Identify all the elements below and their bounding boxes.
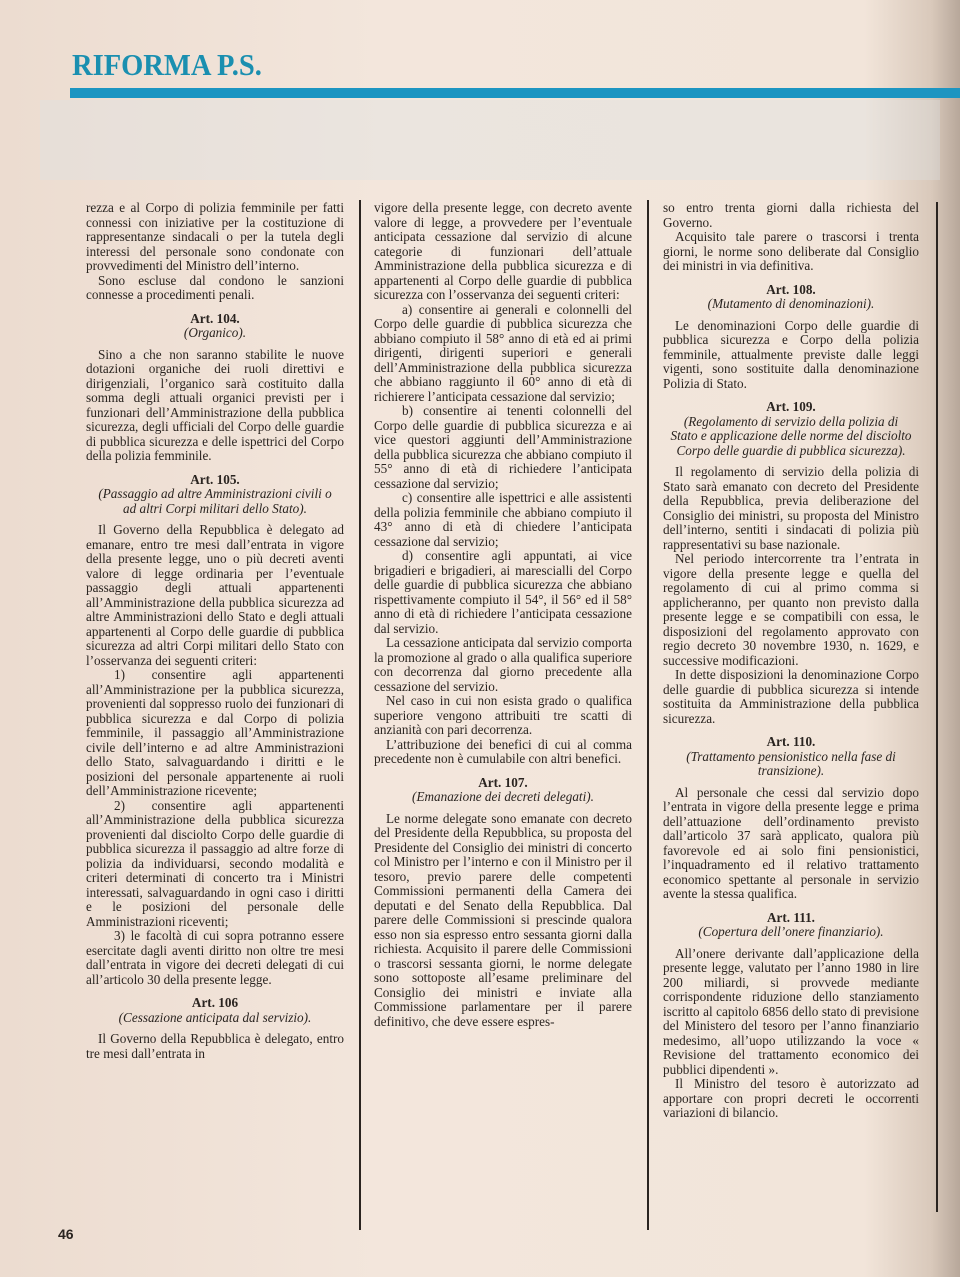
article-subtitle: (Copertura dell’onere finanziario). [698, 924, 884, 939]
paragraph: L’attribuzione dei benefici di cui al comma precedente non è cumulabile con altri benefici. [374, 736, 632, 766]
article-heading: Art. 107. [478, 774, 528, 790]
paragraph: Nel periodo intercorrente tra l’entrata in vigore della presente legge e quella del regolamento di cui al primo comma si applicheranno, per quanto non previsto dalla presente legge e se compatibili con essa, le disposizioni del regolamento approvato con regio decreto 30 novembre 1930, n. 1629, e successive modificazioni. [663, 551, 919, 668]
text-column-3 [663, 201, 919, 1121]
text-column-1 [86, 201, 344, 1061]
article-subtitle: (Trattamento pensionistico nella fase di transizione). [686, 748, 896, 778]
header-rule [70, 88, 960, 98]
article-heading: Art. 111. [767, 909, 815, 925]
paragraph: La cessazione anticipata dal servizio comporta la promozione al grado o alla qualifica superiore con decorrenza dal giorno precedente alla cessazione del servizio. [374, 635, 632, 694]
show-through-shadow [40, 100, 940, 180]
list-item: b) consentire ai tenenti colonnelli del Corpo delle guardie di pubblica sicurezza e ai vice questori aggiunti dell’Amministrazione della pubblica sicurezza che abbiano compiuto il 55° anno di età di richiedere l’anticipata cessazione dal servizio; [374, 403, 632, 491]
article-heading: Art. 109. [766, 399, 816, 414]
paragraph: Sino a che non saranno stabilite le nuove dotazioni organiche dei ruoli direttivi e dirigenziali, l’organico sarà costituito dalla somma degli attuali organici previsti per i funzionari dell’Amministrazione della pubblica sicurezza, degli ufficiali del Corpo delle guardie di pubblica sicurezza e delle ispettrici del Corpo della polizia femminile. [86, 346, 344, 463]
article-heading: Art. 106 [191, 995, 239, 1010]
text-column-2 [374, 201, 632, 1029]
paragraph: All’onere derivante dall’applicazione della presente legge, valutato per l’anno 1980 in lire 200 miliardi, si provvede mediante corrispondente riduzione dello stanziamento iscritto al capitolo 6856 dello stato di previsione del Ministero del tesoro per l’anno finanziario medesimo, all’uopo utilizzando la voce « Revisione del trattamento economico dei pubblici dipendenti ». [663, 945, 919, 1077]
column-divider [647, 200, 649, 1230]
column-divider [936, 202, 938, 1212]
paragraph: Le norme delegate sono emanate con decreto del Presidente della Repubblica, su proposta del Presidente del Consiglio dei ministri di concerto col Ministro per l’interno e con il Ministro per il tesoro, previo parere delle competenti Commissioni permanenti della Camera dei deputati e del Senato della Repubblica. Dal parere delle Commissioni si prescinde qualora esso non sia espresso entro sessanta giorni dalla richiesta. Acquisito il parere delle Commissioni o trascorsi sessanta giorni, le norme delegate sono sottoposte all’esame preliminare del Consiglio dei ministri e inviate alla Commissione parlamentare per il parere definitivo, che deve essere espres- [374, 810, 632, 1029]
paragraph: Sono escluse dal condono le sanzioni connesse a procedimenti penali. [86, 272, 344, 302]
paragraph: Nel caso in cui non esista grado o qualifica superiore vengono attribuiti tre scatti di anzianità con pari decorrenza. [374, 693, 632, 737]
paragraph: In dette disposizioni la denominazione Corpo delle guardie di pubblica sicurezza si intende sostituita da Amministrazione della pubblica sicurezza. [663, 667, 919, 726]
list-item: 3) le facoltà di cui sopra potranno essere esercitate dagli aventi diritto non oltre tre mesi dall’entrata in vigore dei decreti delegati di cui all’articolo 30 della presente legge. [86, 928, 344, 987]
article-heading: Art. 110. [766, 734, 816, 749]
list-item: d) consentire agli appuntati, ai vice brigadieri e brigadieri, ai marescialli del Corpo delle guardie di pubblica sicurezza che abbiano rispettivamente compiuto il 54°, il 56° ed il 58° anno di età di richiedere l’anticipata cessazione dal servizio. [374, 548, 632, 636]
list-item: a) consentire ai generali e colonnelli del Corpo delle guardie di pubblica sicurezza che abbiano compiuto il 58° anno di età ed ai primi dirigenti, dirigenti superiori e generali dell’Amministrazione della pubblica sicurezza che abbiano raggiunto il 60° anno di età di richierere l’anticipata cessazione dal servizio; [374, 301, 632, 404]
article-subtitle: (Passaggio ad altre Amministrazioni civili o ad altri Corpi militari dello Stato). [98, 486, 332, 516]
paragraph: Al personale che cessi dal servizio dopo l’entrata in vigore della presente legge e prima dell’attuazione dell’ordinamento previsto dall’articolo 37 sarà applicato, qualora più favorevole ed ai solo fini pensionistici, l’inquadramento ed il relativo trattamento economico spettante al personale in servizio avente la stessa qualifica. [663, 784, 919, 901]
paragraph: so entro trenta giorni dalla richiesta del Governo. [663, 200, 919, 230]
paragraph: Il regolamento di servizio della polizia di Stato sarà emanato con decreto del Presidente della Repubblica, previa deliberazione del Consiglio dei ministri, su proposta del Ministro dell’interno, sentiti i sindacati di polizia più rappresentativi su base nazionale. [663, 464, 919, 552]
list-item: 2) consentire agli appartenenti all’Amministrazione della pubblica sicurezza provenienti dal disciolto Corpo delle guardie di pubblica sicurezza il passaggio ad altre forze di polizia da individuarsi, secondo modalità e criteri determinati di concerto tra i Ministri interessati, salvaguardando in ogni caso i diritti e le posizioni del personale delle Amministrazioni riceventi; [86, 797, 344, 929]
article-subtitle: (Emanazione dei decreti delegati). [412, 789, 594, 804]
paragraph: Le denominazioni Corpo delle guardie di pubblica sicurezza e Corpo della polizia femminile, attualmente previste dalle leggi vigenti, sono sostituite dalla denominazione Polizia di Stato. [663, 317, 919, 391]
paragraph: Il Ministro del tesoro è autorizzato ad apportare con propri decreti le occorrenti variazioni di bilancio. [663, 1076, 919, 1120]
article-heading: Art. 105. [190, 471, 240, 487]
page-number: 46 [58, 1226, 74, 1242]
list-item: 1) consentire agli appartenenti all’Amministrazione per la pubblica sicurezza, provenienti dal soppresso ruolo dei funzionari di pubblica sicurezza e dal Corpo di polizia femminile, il passaggio all’Amministrazione civile dell’interno e ad altre Amministrazioni dello Stato, salvaguardando i diritti e le posizioni del personale appartenente ai ruoli dell’Amministrazione ricevente; [86, 667, 344, 798]
article-subtitle: (Organico). [183, 325, 247, 340]
article-subtitle: (Regolamento di servizio della polizia di Stato e applicazione delle norme del disciolto Corpo delle guardie di pubblica sicurezza). [670, 413, 912, 458]
paragraph: rezza e al Corpo di polizia femminile per fatti connessi con iniziative per la costituzione di rappresentanze sindacali o per la tutela degli interessi del personale sono condonate con provvedimenti del Ministro dell’interno. [86, 200, 344, 273]
page-title: RIFORMA P.S. [72, 47, 262, 82]
article-subtitle: (Cessazione anticipata dal servizio). [118, 1009, 312, 1025]
list-item: c) consentire alle ispettrici e alle assistenti della polizia femminile che abbiano compiuto il 43° anno di età di chiedere l’anticipata cessazione dal servizio; [374, 490, 632, 549]
article-heading: Art. 104. [190, 310, 240, 326]
paragraph: Il Governo della Repubblica è delegato ad emanare, entro tre mesi dall’entrata in vigore della presente legge, uno o più decreti aventi valore di legge ordinaria per l’eventuale passaggio degli attuali appartenenti all’Amministrazione della pubblica sicurezza ad altre Amministrazioni dello Stato e degli attuali appartenenti al Corpo delle guardie di pubblica sicurezza ad altri Corpi militari dello Stato con l’osservanza dei seguenti criteri: [86, 522, 344, 668]
paragraph: Acquisito tale parere o trascorsi i trenta giorni, le norme sono deliberate dal Consiglio dei ministri in via definitiva. [663, 229, 919, 273]
article-subtitle: (Mutamento di denominazioni). [707, 296, 875, 311]
column-divider [359, 200, 361, 1230]
article-heading: Art. 108. [766, 281, 816, 297]
paragraph: vigore della presente legge, con decreto avente valore di legge, a provvedere per l’eventuale anticipata cessazione dal servizio di alcune categorie di funzionari dell’attuale Amministrazione della pubblica sicurezza e di appartenenti al Corpo delle guardie di pubblica sicurezza con l’osservanza dei seguenti criteri: [374, 200, 632, 302]
paragraph: Il Governo della Repubblica è delegato, entro tre mesi dall’entrata in [86, 1031, 344, 1061]
